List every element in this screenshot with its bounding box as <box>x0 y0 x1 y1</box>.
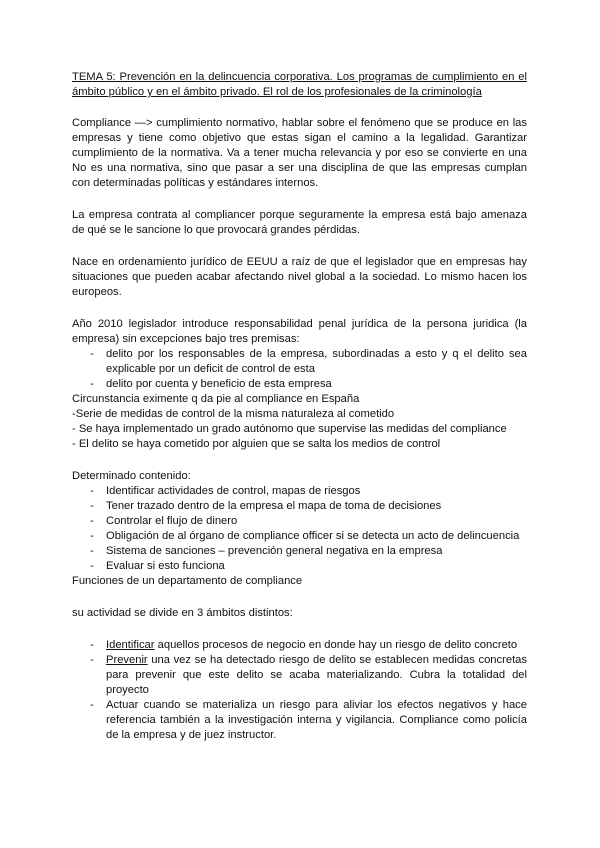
list-item-text: aquellos procesos de negocio en donde hay un riesgo de delito concreto <box>154 639 518 651</box>
list-item <box>72 698 527 743</box>
list-item: - Controlar el flujo de dinero <box>72 514 527 529</box>
list-item: - Obligación de al órgano de compliance officer si se detecta un acto de delincuencia <box>72 529 527 544</box>
list-item-text: Actuar cuando se materializa un riesgo para aliviar los efectos negativos y hace referencia también a la investigación interna y vigilancia. Compliance como policía de la empresa y de juez instructor. <box>106 699 527 741</box>
document-title: TEMA 5: Prevención en la delincuencia corporativa. Los programas de cumplimiento en el ámbito público y en el ámbito privado. El rol de los profesionales de la criminología <box>72 71 527 98</box>
list-item: - delito por los responsables de la empresa, subordinadas a esto y q el delito sea explicable por un deficit de control de esta <box>72 347 527 377</box>
circunstancia-heading: Circunstancia eximente q da pie al compliance en España <box>72 393 360 405</box>
document-page <box>72 70 527 743</box>
paragraph-origin: Nace en ordenamiento jurídico de EEUU a raíz de que el legislador que en empresas hay situaciones que pueden acabar afectando nivel global a la sociedad. Lo mismo hacen los europeos. <box>72 256 527 298</box>
paragraph-compliance: Compliance —> cumplimiento normativo, hablar sobre el fenómeno que se produce en las empresas y tiene como objetivo que estas sigan el camino a la legalidad. Garantizar cumplimiento de la normativa. Va a tener mucha relevancia y por eso se convierte en una No es una normativa, sino que pasar a ser una disciplina de que las empresas cumplan con determinadas políticas y estándares internos. <box>72 117 527 189</box>
list-item: - Evaluar si esto funciona <box>72 559 527 574</box>
paragraph-2010: Año 2010 legislador introduce responsabilidad penal jurídica de la persona juridica (la empresa) sin excepciones bajo tres premisas: <box>72 318 527 345</box>
ambitos-heading: su actividad se divide en 3 ámbitos distintos: <box>72 607 293 619</box>
list-item: - Tener trazado dentro de la empresa el mapa de toma de decisiones <box>72 499 527 514</box>
ambitos-list <box>72 638 527 743</box>
determinado-list <box>72 484 527 574</box>
keyword-prevenir: Prevenir <box>106 654 148 666</box>
paragraph-compliancer: La empresa contrata al compliancer porque seguramente la empresa está bajo amenaza de qué se le sancione lo que provocará grandes pérdidas. <box>72 209 527 236</box>
determinado-heading: Determinado contenido: <box>72 470 191 482</box>
list-item: - delito por cuenta y beneficio de esta empresa <box>72 377 527 392</box>
keyword-identificar: Identificar <box>106 639 155 651</box>
circunstancia-line: -Serie de medidas de control de la misma naturaleza al cometido <box>72 408 395 420</box>
premisas-list <box>72 347 527 392</box>
circunstancia-line: - Se haya implementado un grado autónomo que supervise las medidas del compliance <box>72 423 507 435</box>
list-item <box>72 653 527 698</box>
list-item <box>72 638 527 653</box>
funciones-heading: Funciones de un departamento de compliance <box>72 575 303 587</box>
list-item: - Sistema de sanciones – prevención general negativa en la empresa <box>72 544 527 559</box>
list-item-text: una vez se ha detectado riesgo de delito se establecen medidas concretas para prevenir que este delito se acaba materializando. Cubra la totalidad del proyecto <box>106 654 527 696</box>
circunstancia-line: - El delito se haya cometido por alguien que se salta los medios de control <box>72 438 441 450</box>
list-item: - Identificar actividades de control, mapas de riesgos <box>72 484 527 499</box>
